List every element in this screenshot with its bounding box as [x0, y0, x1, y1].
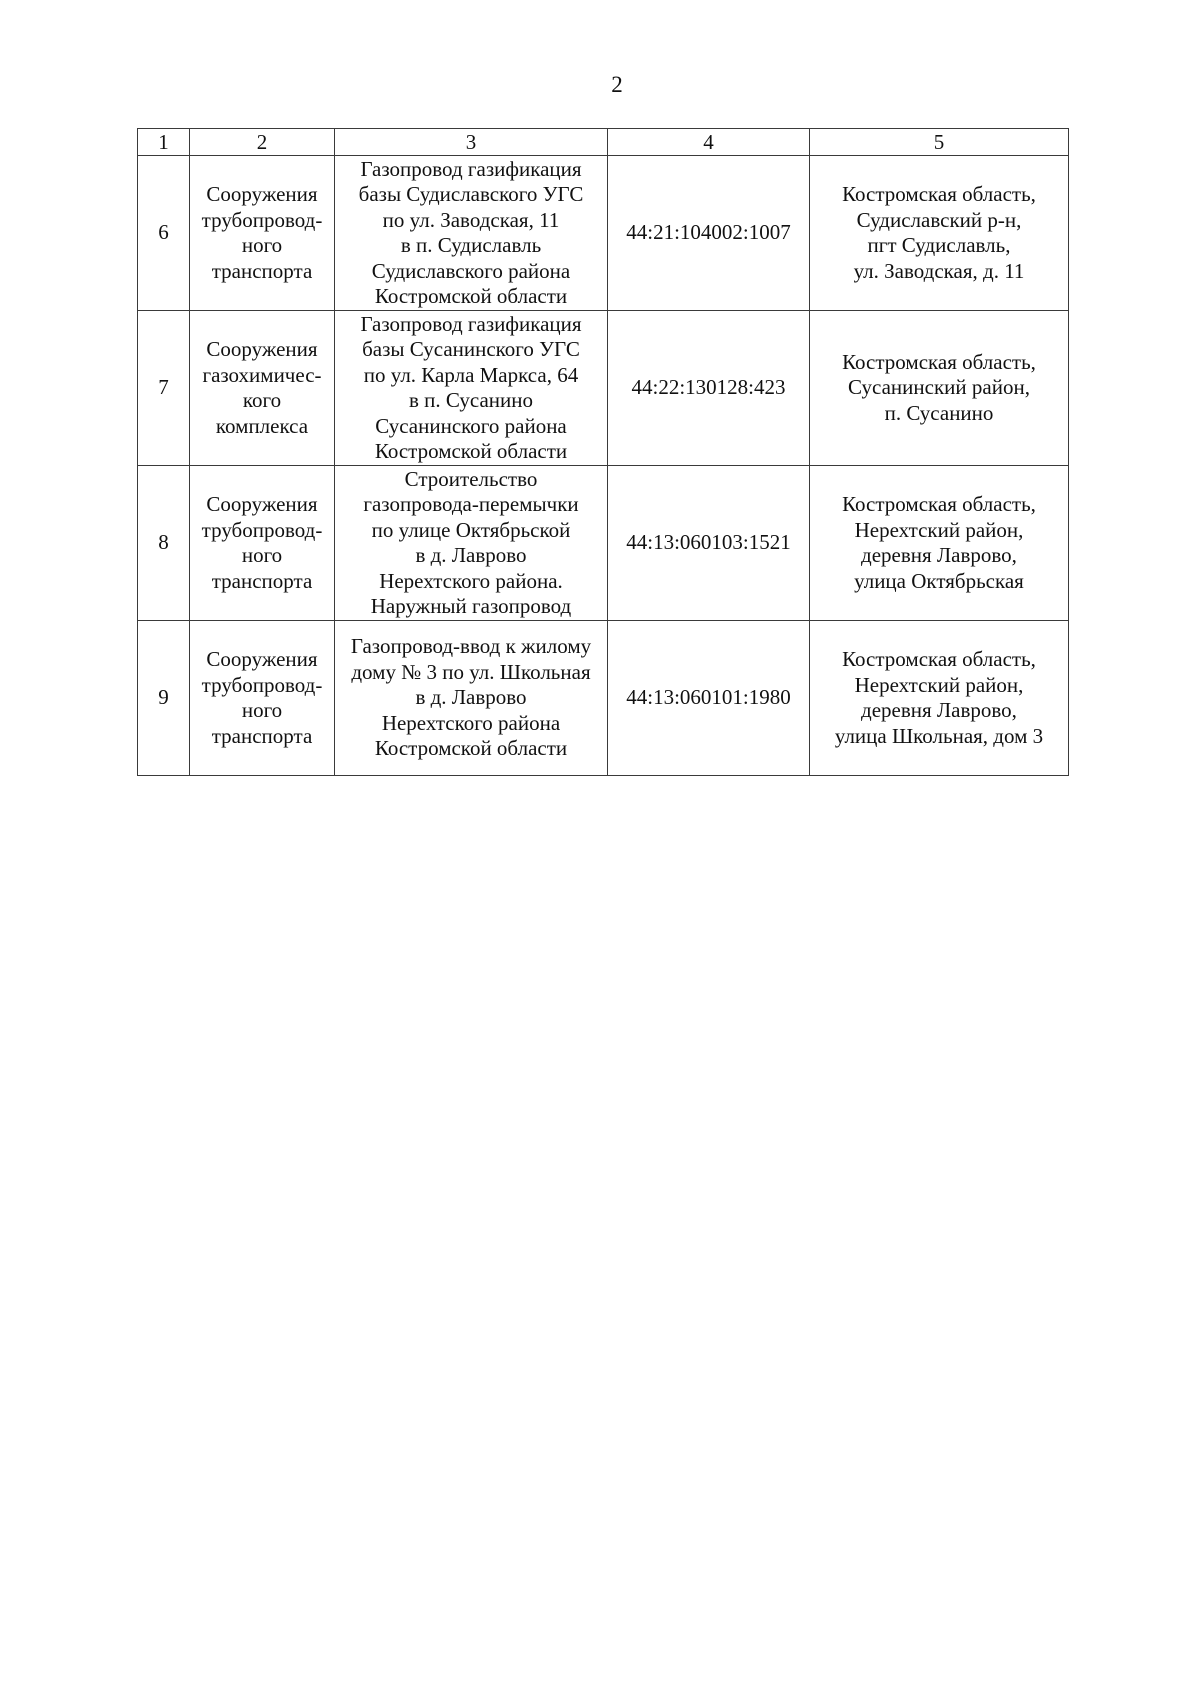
object-name: Газопровод газификация базы Сусанинского УГС по ул. Карла Маркса, 64 в п. Сусанино Сусанинского района Костромской области [335, 311, 608, 466]
table-row [138, 621, 1069, 776]
column-header: 5 [810, 129, 1069, 156]
row-number: 8 [138, 466, 190, 621]
table-row [138, 466, 1069, 621]
object-address: Костромская область, Нерехтский район, деревня Лаврово, улица Октябрьская [810, 466, 1069, 621]
cadastral-number: 44:22:130128:423 [608, 311, 810, 466]
row-number: 6 [138, 156, 190, 311]
object-type: Сооружения газохимичес- кого комплекса [190, 311, 335, 466]
cadastral-number: 44:13:060101:1980 [608, 621, 810, 776]
object-name: Газопровод-ввод к жилому дому № 3 по ул. Школьная в д. Лаврово Нерехтского района Костромской области [335, 621, 608, 776]
column-header: 1 [138, 129, 190, 156]
table-header-row [138, 129, 1069, 156]
table-row [138, 156, 1069, 311]
table-row [138, 311, 1069, 466]
object-type: Сооружения трубопровод- ного транспорта [190, 466, 335, 621]
registry-table [137, 128, 1069, 776]
object-type: Сооружения трубопровод- ного транспорта [190, 621, 335, 776]
object-address: Костромская область, Нерехтский район, деревня Лаврово, улица Школьная, дом 3 [810, 621, 1069, 776]
column-header: 4 [608, 129, 810, 156]
cadastral-number: 44:13:060103:1521 [608, 466, 810, 621]
row-number: 7 [138, 311, 190, 466]
column-header: 3 [335, 129, 608, 156]
object-name: Газопровод газификация базы Судиславского УГС по ул. Заводская, 11 в п. Судиславль Судиславского района Костромской области [335, 156, 608, 311]
object-address: Костромская область, Сусанинский район, п. Сусанино [810, 311, 1069, 466]
row-number: 9 [138, 621, 190, 776]
object-name: Строительство газопровода-перемычки по улице Октябрьской в д. Лаврово Нерехтского района. Наружный газопровод [335, 466, 608, 621]
object-type: Сооружения трубопровод- ного транспорта [190, 156, 335, 311]
column-header: 2 [190, 129, 335, 156]
cadastral-number: 44:21:104002:1007 [608, 156, 810, 311]
object-address: Костромская область, Судиславский р-н, пгт Судиславль, ул. Заводская, д. 11 [810, 156, 1069, 311]
page-number: 2 [611, 72, 623, 97]
